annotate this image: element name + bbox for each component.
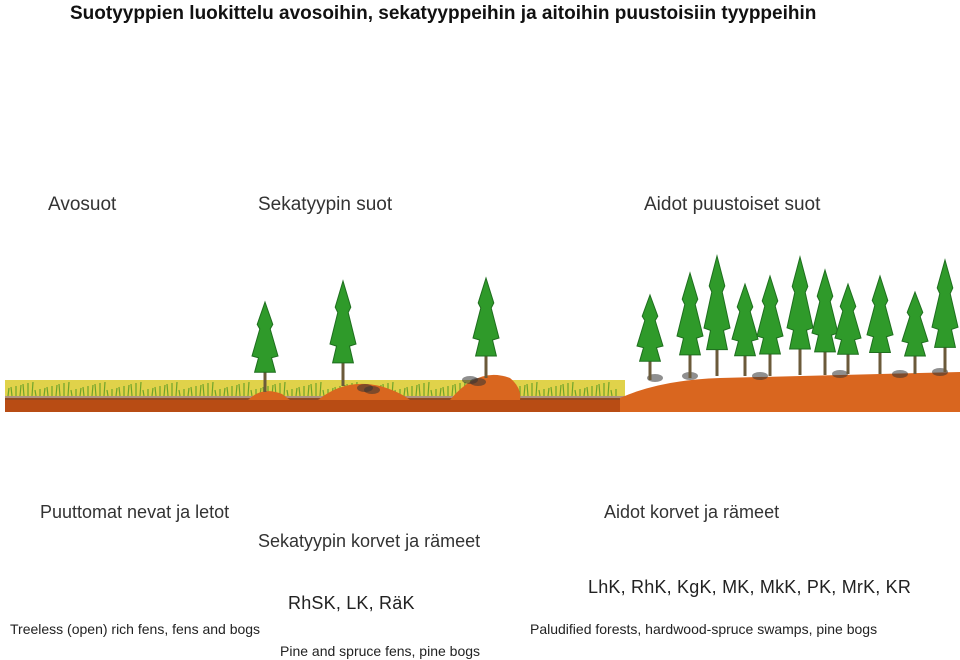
label-treeless-fi: Puuttomat nevat ja letot xyxy=(40,502,230,522)
label-mixed-fi: Sekatyypin korvet ja rämeet xyxy=(258,531,481,551)
page-title: Suotyyppien luokittelu avosoihin, sekatyyppeihin ja aitoihin puustoisiin tyyppeihin xyxy=(70,3,817,24)
tree xyxy=(867,276,893,374)
codes-mixed: RhSK, LK, RäK xyxy=(288,593,415,613)
tree xyxy=(330,281,356,386)
category-mixed-mires: Sekatyypin suot xyxy=(258,194,393,215)
trees xyxy=(252,256,958,392)
shrub xyxy=(470,378,486,386)
label-treeless-en: Treeless (open) rich fens, fens and bogs xyxy=(10,621,261,637)
shrub xyxy=(832,370,848,378)
tree xyxy=(757,276,783,376)
tree xyxy=(812,270,838,375)
label-forested-en: Paludified forests, hardwood-spruce swamps, pine bogs xyxy=(530,621,878,637)
tree xyxy=(473,278,499,378)
tree xyxy=(704,256,730,376)
category-forested-mires: Aidot puustoiset suot xyxy=(644,194,821,215)
category-open-mires: Avosuot xyxy=(48,194,117,215)
shrub xyxy=(752,372,768,380)
tree xyxy=(932,260,958,372)
label-mixed-en: Pine and spruce fens, pine bogs xyxy=(280,643,481,659)
shrub xyxy=(364,386,380,394)
mire-profile-illustration xyxy=(0,248,960,418)
tree xyxy=(787,257,813,375)
codes-forested: LhK, RhK, KgK, MK, MkK, PK, MrK, KR xyxy=(588,577,912,597)
tree xyxy=(902,292,928,374)
tree xyxy=(677,273,703,378)
tree xyxy=(732,284,758,376)
label-forested-fi: Aidot korvet ja rämeet xyxy=(604,502,780,522)
tree xyxy=(252,302,278,392)
forest-mound xyxy=(620,372,960,412)
tree xyxy=(835,284,861,374)
tree xyxy=(637,295,663,380)
shrub xyxy=(892,370,908,378)
